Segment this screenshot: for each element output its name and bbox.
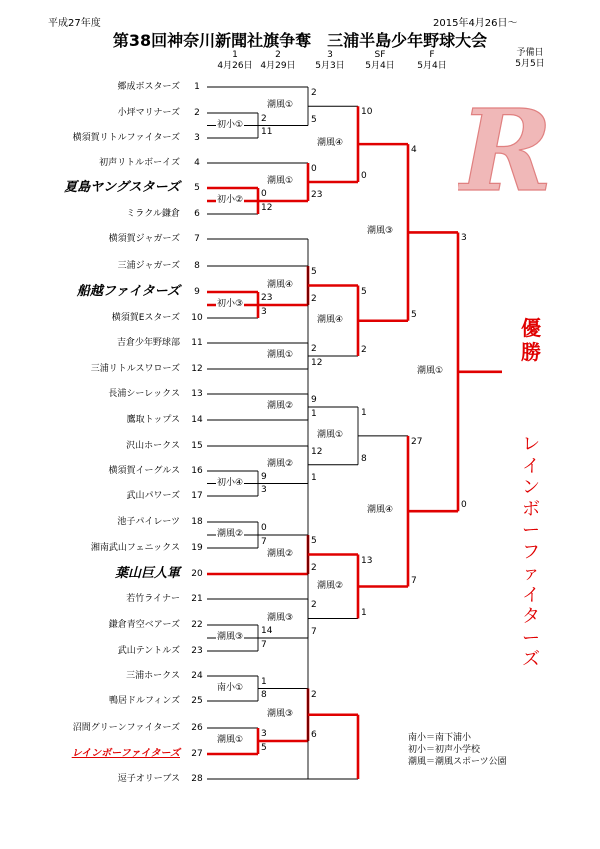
team-name: 湘南武山フェニックス	[90, 543, 180, 553]
match-venue: 潮風④	[267, 279, 294, 290]
round-number: F	[429, 50, 435, 60]
score-bottom: 6	[311, 730, 317, 740]
match-venue: 潮風③	[217, 632, 244, 642]
team-name: 長浦シーレックス	[108, 389, 180, 399]
team-seed: 27	[191, 749, 203, 759]
score-bottom: 7	[311, 627, 317, 637]
score-bottom: 12	[311, 358, 323, 368]
team-seed: 28	[191, 774, 203, 784]
team-seed: 1	[194, 82, 200, 92]
team-name: 武山パワーズ	[126, 491, 180, 501]
round-number: 3	[327, 50, 333, 60]
score-top: 13	[361, 555, 373, 566]
score-top: 1	[261, 677, 267, 687]
match-venue: 潮風②	[267, 458, 294, 469]
score-top: 4	[411, 145, 417, 156]
match-venue: 潮風①	[267, 350, 294, 360]
match-venue: 初小②	[217, 195, 244, 205]
match-venue: 潮風③	[267, 612, 294, 623]
round-date: 5月3日	[315, 61, 345, 71]
score-top: 27	[411, 436, 423, 447]
team-name: 三浦リトルスワローズ	[90, 364, 180, 374]
score-bottom: 0	[461, 500, 467, 511]
logo-letter: R	[459, 92, 553, 202]
champion-banner: 優勝	[521, 316, 541, 364]
score-top: 2	[261, 114, 267, 124]
round-date: 4月29日	[260, 61, 296, 71]
score-top: 0	[261, 189, 267, 199]
score-bottom: 2	[311, 294, 317, 304]
start-date: 2015年4月26日～	[433, 18, 518, 29]
match-venue: 南小①	[217, 682, 244, 693]
team-seed: 19	[191, 543, 203, 553]
score-bottom: 3	[261, 485, 267, 495]
team-name: 逗子オリーブス	[117, 774, 180, 784]
score-top: 0	[261, 523, 267, 533]
match-venue: 潮風①	[267, 176, 294, 186]
score-top: 5	[361, 286, 367, 297]
team-seed: 7	[194, 234, 200, 244]
round-number: 1	[232, 50, 238, 60]
score-bottom: 2	[311, 563, 317, 573]
match-venue: 初小①	[217, 119, 244, 130]
team-seed: 9	[194, 287, 200, 297]
score-top: 2	[311, 88, 317, 98]
team-name: 鎌倉青空ベアーズ	[108, 620, 180, 630]
team-seed: 23	[191, 646, 203, 656]
team-name: 三浦ホークス	[126, 671, 180, 681]
legend-entry: 潮風＝潮風スポーツ公園	[408, 757, 507, 767]
team-seed: 5	[194, 183, 200, 193]
match-venue: 潮風④	[317, 314, 344, 325]
team-name: 若竹ライナー	[126, 594, 180, 604]
score-top: 2	[311, 689, 317, 700]
score-bottom: 8	[361, 453, 367, 464]
score-top: 5	[311, 536, 317, 546]
team-name: レインボーファイターズ	[71, 748, 180, 759]
team-name: 武山テントルズ	[117, 646, 180, 656]
score-top: 12	[311, 447, 323, 457]
score-top: 5	[311, 267, 317, 277]
score-top: 2	[311, 600, 317, 610]
team-name: 郷成ボスターズ	[117, 82, 180, 92]
team-seed: 4	[194, 158, 200, 168]
match-venue: 潮風④	[317, 138, 344, 149]
score-bottom: 0	[361, 171, 367, 181]
match-venue: 潮風②	[317, 580, 344, 591]
team-name: 初声リトルボーイズ	[99, 158, 180, 168]
team-name: 横須賀Eスターズ	[111, 313, 180, 323]
team-seed: 17	[191, 491, 203, 501]
team-name: 鴨居ドルフィンズ	[108, 696, 180, 706]
legend-entry: 初小＝初声小学校	[408, 745, 481, 755]
team-name: 夏島ヤングスターズ	[64, 180, 180, 195]
team-seed: 8	[194, 261, 200, 271]
score-bottom: 7	[261, 537, 267, 547]
team-seed: 16	[191, 466, 203, 476]
score-bottom: 1	[311, 409, 317, 419]
score-top: 14	[261, 626, 273, 636]
team-name: 沼間グリーンファイターズ	[72, 723, 180, 733]
team-name: ミラクル鎌倉	[126, 209, 180, 219]
team-seed: 21	[191, 594, 203, 604]
score-top: 3	[461, 233, 467, 244]
score-bottom: 7	[411, 575, 417, 586]
team-name: 池子パイレーツ	[117, 517, 180, 527]
score-top: 23	[261, 293, 273, 303]
score-top: 10	[361, 107, 373, 118]
match-venue: 初小③	[217, 299, 244, 309]
match-venue: 潮風②	[267, 548, 294, 559]
round-date: 4月26日	[217, 61, 253, 71]
round-number: 予備日	[516, 48, 544, 58]
team-seed: 20	[191, 569, 203, 579]
score-top: 1	[361, 408, 367, 418]
team-name: 横須賀リトルファイターズ	[72, 133, 180, 143]
score-top: 2	[311, 344, 317, 354]
score-bottom: 5	[411, 309, 417, 320]
team-logo-r-icon	[458, 92, 554, 202]
round-date: 5月4日	[417, 61, 447, 71]
team-seed: 3	[194, 133, 200, 143]
round-number: 2	[275, 50, 281, 60]
score-top: 9	[261, 472, 267, 482]
score-bottom: 7	[261, 640, 267, 650]
score-top: 3	[261, 729, 267, 739]
team-seed: 24	[191, 671, 203, 681]
season-label: 平成27年度	[48, 18, 101, 29]
team-name: 小坪マリナーズ	[117, 108, 180, 118]
team-seed: 25	[191, 696, 203, 706]
team-seed: 22	[191, 620, 203, 630]
match-venue: 潮風②	[267, 401, 294, 411]
team-seed: 14	[191, 415, 203, 425]
match-venue: 潮風①	[317, 429, 344, 440]
score-top: 0	[311, 164, 317, 174]
match-venue: 初小④	[217, 477, 244, 488]
score-top: 9	[311, 395, 317, 405]
team-name: 横須賀イーグルス	[108, 466, 180, 476]
team-seed: 12	[191, 364, 203, 374]
team-seed: 10	[191, 313, 203, 323]
team-seed: 15	[191, 441, 203, 451]
score-bottom: 5	[311, 114, 317, 125]
team-name: 船越ファイターズ	[76, 284, 180, 299]
match-venue: 潮風①	[217, 735, 244, 745]
round-date: 5月4日	[365, 61, 395, 71]
team-name: 横須賀ジャガーズ	[108, 234, 180, 244]
round-date: 5月5日	[515, 59, 545, 69]
team-seed: 18	[191, 517, 203, 527]
score-bottom: 2	[361, 345, 367, 355]
legend-entry: 南小＝南下浦小	[408, 733, 472, 743]
team-seed: 26	[191, 723, 203, 733]
match-venue: 潮風①	[267, 100, 294, 111]
champion-name: レインボーファイターズ	[522, 434, 540, 670]
score-bottom: 5	[261, 743, 267, 753]
team-name: 沢山ホークス	[126, 441, 180, 451]
score-bottom: 1	[361, 607, 367, 618]
match-venue: 潮風①	[417, 365, 444, 376]
match-venue: 潮風③	[267, 708, 294, 719]
score-bottom: 12	[261, 203, 273, 213]
match-venue: 潮風③	[367, 226, 394, 237]
team-name: 三浦ジャガーズ	[117, 261, 180, 271]
score-bottom: 1	[311, 472, 317, 483]
team-name: 葉山巨人軍	[114, 566, 180, 581]
score-bottom: 8	[261, 690, 267, 700]
score-bottom: 23	[311, 190, 323, 200]
match-venue: 潮風④	[367, 505, 394, 516]
team-seed: 11	[191, 338, 203, 348]
team-name: 鷹取トップス	[126, 415, 180, 425]
score-bottom: 11	[261, 127, 273, 137]
match-venue: 潮風②	[217, 529, 244, 539]
team-seed: 2	[194, 108, 200, 118]
score-bottom: 3	[261, 307, 267, 317]
team-name: 吉倉少年野球部	[116, 338, 180, 348]
round-number: SF	[374, 50, 386, 60]
team-seed: 6	[194, 209, 200, 219]
team-seed: 13	[191, 389, 203, 399]
page-title: 第38回神奈川新聞社旗争奪 三浦半島少年野球大会	[112, 31, 488, 50]
